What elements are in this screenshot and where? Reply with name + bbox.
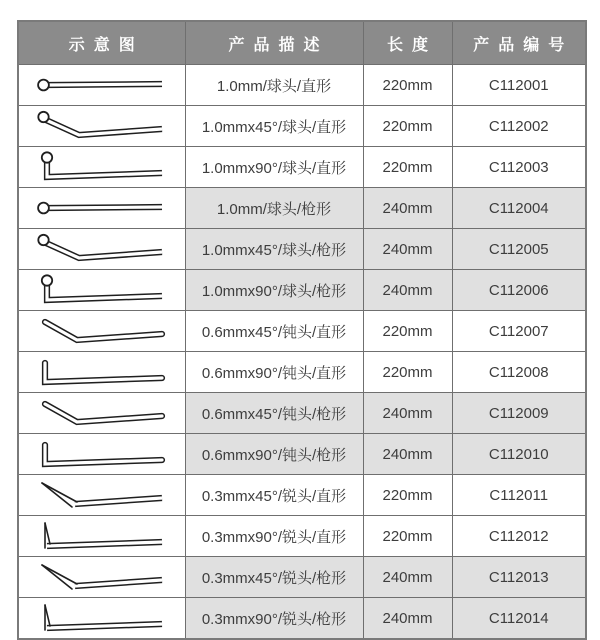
table-row — [18, 393, 586, 434]
blunt-90-icon — [19, 434, 185, 474]
column-header-schematic: 示意图 — [18, 21, 185, 65]
table-body — [18, 65, 586, 640]
description-cell: 0.6mmx45°/钝头/枪形 — [185, 393, 363, 434]
schematic-cell — [18, 270, 185, 311]
table-row — [18, 147, 586, 188]
length-cell: 240mm — [363, 229, 452, 270]
length-cell: 220mm — [363, 65, 452, 106]
product-code-cell: C112013 — [452, 557, 586, 598]
sharp-90-icon — [19, 598, 185, 638]
product-code-cell: C112002 — [452, 106, 586, 147]
table-row — [18, 65, 586, 106]
product-code-cell: C112011 — [452, 475, 586, 516]
schematic-cell — [18, 147, 185, 188]
description-cell: 1.0mmx45°/球头/枪形 — [185, 229, 363, 270]
description-cell: 1.0mmx90°/球头/枪形 — [185, 270, 363, 311]
schematic-cell — [18, 106, 185, 147]
blunt-90-icon — [19, 352, 185, 392]
product-code-cell: C112009 — [452, 393, 586, 434]
ball-straight-icon — [19, 188, 185, 228]
ball-45-icon — [19, 229, 185, 269]
length-cell: 220mm — [363, 311, 452, 352]
table-row — [18, 229, 586, 270]
ball-45-icon — [19, 106, 185, 146]
table-row — [18, 270, 586, 311]
table-row — [18, 557, 586, 598]
description-cell: 1.0mmx90°/球头/直形 — [185, 147, 363, 188]
product-code-cell: C112004 — [452, 188, 586, 229]
product-code-cell: C112006 — [452, 270, 586, 311]
schematic-cell — [18, 557, 185, 598]
table-row — [18, 598, 586, 640]
product-code-cell: C112008 — [452, 352, 586, 393]
table-row — [18, 188, 586, 229]
description-cell: 1.0mm/球头/枪形 — [185, 188, 363, 229]
schematic-cell — [18, 598, 185, 640]
schematic-cell — [18, 229, 185, 270]
ball-straight-icon — [19, 65, 185, 105]
length-cell: 220mm — [363, 475, 452, 516]
product-catalog — [17, 20, 587, 640]
description-cell: 0.3mmx90°/锐头/直形 — [185, 516, 363, 557]
schematic-cell — [18, 393, 185, 434]
schematic-cell — [18, 311, 185, 352]
description-cell: 0.6mmx90°/钝头/枪形 — [185, 434, 363, 475]
header-row — [18, 21, 586, 65]
length-cell: 220mm — [363, 352, 452, 393]
description-cell: 0.3mmx45°/锐头/枪形 — [185, 557, 363, 598]
length-cell: 240mm — [363, 434, 452, 475]
length-cell: 220mm — [363, 516, 452, 557]
ball-90-icon — [19, 270, 185, 310]
description-cell: 0.6mmx45°/钝头/直形 — [185, 311, 363, 352]
blunt-45-icon — [19, 311, 185, 351]
blunt-45-icon — [19, 393, 185, 433]
ball-90-icon — [19, 147, 185, 187]
length-cell: 240mm — [363, 270, 452, 311]
product-code-cell: C112001 — [452, 65, 586, 106]
product-code-cell: C112014 — [452, 598, 586, 640]
description-cell: 0.6mmx90°/钝头/直形 — [185, 352, 363, 393]
description-cell: 1.0mmx45°/球头/直形 — [185, 106, 363, 147]
length-cell: 240mm — [363, 188, 452, 229]
length-cell: 240mm — [363, 598, 452, 640]
product-code-cell: C112005 — [452, 229, 586, 270]
description-cell: 1.0mm/球头/直形 — [185, 65, 363, 106]
length-cell: 240mm — [363, 393, 452, 434]
schematic-cell — [18, 434, 185, 475]
column-header-product-code: 产品编号 — [452, 21, 586, 65]
schematic-cell — [18, 516, 185, 557]
length-cell: 220mm — [363, 106, 452, 147]
product-code-cell: C112003 — [452, 147, 586, 188]
table-row — [18, 352, 586, 393]
schematic-cell — [18, 352, 185, 393]
table-row — [18, 106, 586, 147]
table-row — [18, 516, 586, 557]
product-spec-table — [17, 20, 587, 640]
column-header-description: 产品描述 — [185, 21, 363, 65]
length-cell: 220mm — [363, 147, 452, 188]
length-cell: 240mm — [363, 557, 452, 598]
table-row — [18, 434, 586, 475]
product-code-cell: C112007 — [452, 311, 586, 352]
sharp-45-icon — [19, 475, 185, 515]
table-row — [18, 311, 586, 352]
sharp-90-icon — [19, 516, 185, 556]
table-row — [18, 475, 586, 516]
description-cell: 0.3mmx90°/锐头/枪形 — [185, 598, 363, 640]
product-code-cell: C112010 — [452, 434, 586, 475]
schematic-cell — [18, 188, 185, 229]
schematic-cell — [18, 65, 185, 106]
description-cell: 0.3mmx45°/锐头/直形 — [185, 475, 363, 516]
product-code-cell: C112012 — [452, 516, 586, 557]
sharp-45-icon — [19, 557, 185, 597]
column-header-length: 长度 — [363, 21, 452, 65]
schematic-cell — [18, 475, 185, 516]
